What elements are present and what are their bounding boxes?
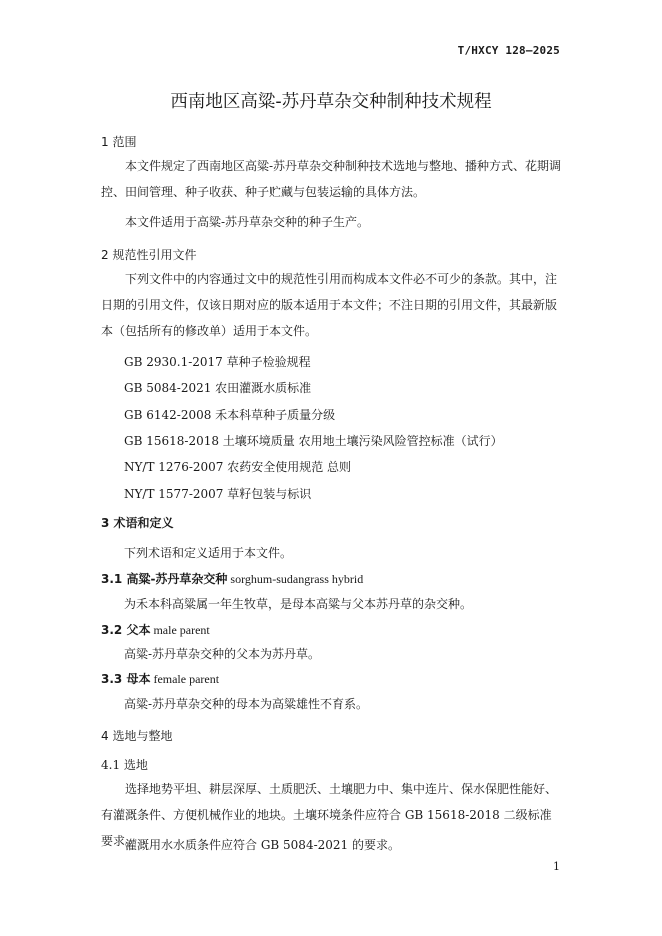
term-name: 父本 <box>126 623 151 637</box>
term-3-2-heading <box>101 621 210 638</box>
reference-item: GB 6142-2008 禾本科草种子质量分级 <box>124 408 336 422</box>
section-1-paragraph-2: 本文件适用于高粱-苏丹草杂交种的种子生产。 <box>125 215 370 229</box>
term-3-2-definition: 高粱-苏丹草杂交种的父本为苏丹草。 <box>124 647 321 661</box>
section-3-heading: 3 术语和定义 <box>101 516 174 530</box>
term-3-3-definition: 高粱-苏丹草杂交种的母本为高粱雄性不育系。 <box>124 697 369 711</box>
section-1-paragraph-1: 本文件规定了西南地区高粱-苏丹草杂交种制种技术选地与整地、播种方式、花期调控、田间管理、种子收获、种子贮藏与包装运输的具体方法。 <box>101 159 562 199</box>
reference-item: NY/T 1577-2007 草籽包装与标识 <box>124 487 312 501</box>
section-2-paragraph-1: 下列文件中的内容通过文中的规范性引用而构成本文件必不可少的条款。其中，注日期的引用文件，仅该日期对应的版本适用于本文件；不注日期的引用文件，其最新版本（包括所有的修改单）适用于本文件。 <box>101 272 558 338</box>
term-3-1-heading <box>101 570 363 587</box>
document-code: T/HXCY 128—2025 <box>457 44 560 57</box>
term-number: 3.2 <box>101 623 127 637</box>
term-name: 母本 <box>126 672 151 686</box>
section-4-heading: 4 选地与整地 <box>101 729 173 743</box>
section-1-heading: 1 范围 <box>101 135 137 149</box>
reference-item: NY/T 1276-2007 农药安全使用规范 总则 <box>124 460 352 474</box>
term-number: 3.1 <box>101 572 127 586</box>
reference-item: GB 15618-2018 土壤环境质量 农用地土壤污染风险管控标准（试行） <box>124 434 503 448</box>
section-2-heading: 2 规范性引用文件 <box>101 248 197 262</box>
page-number: 1 <box>553 860 560 873</box>
term-english: male parent <box>150 623 210 637</box>
term-english: female parent <box>150 672 220 686</box>
section-3-intro: 下列术语和定义适用于本文件。 <box>124 546 293 560</box>
document-title: 西南地区高粱-苏丹草杂交种制种技术规程 <box>170 92 492 112</box>
reference-item: GB 5084-2021 农田灌溉水质标准 <box>124 381 312 395</box>
section-4-paragraph-1: 选择地势平坦、耕层深厚、土质肥沃、土壤肥力中、集中连片、保水保肥性能好、有灌溉条件、方便机械作业的地块。土壤环境条件应符合 GB 15618-2018 二级标准要求。 <box>101 782 558 848</box>
subsection-4-1-heading: 4.1 选地 <box>101 758 148 772</box>
term-number: 3.3 <box>101 672 127 686</box>
term-3-3-heading <box>101 670 219 687</box>
section-4-paragraph-2: 灌溉用水水质条件应符合 GB 5084-2021 的要求。 <box>125 838 400 852</box>
term-english: sorghum-sudangrass hybrid <box>227 572 364 586</box>
term-3-1-definition: 为禾本科高粱属一年生牧草，是母本高粱与父本苏丹草的杂交种。 <box>124 597 473 611</box>
reference-item: GB 2930.1-2017 草种子检验规程 <box>124 355 311 369</box>
term-name: 高粱-苏丹草杂交种 <box>126 572 228 586</box>
